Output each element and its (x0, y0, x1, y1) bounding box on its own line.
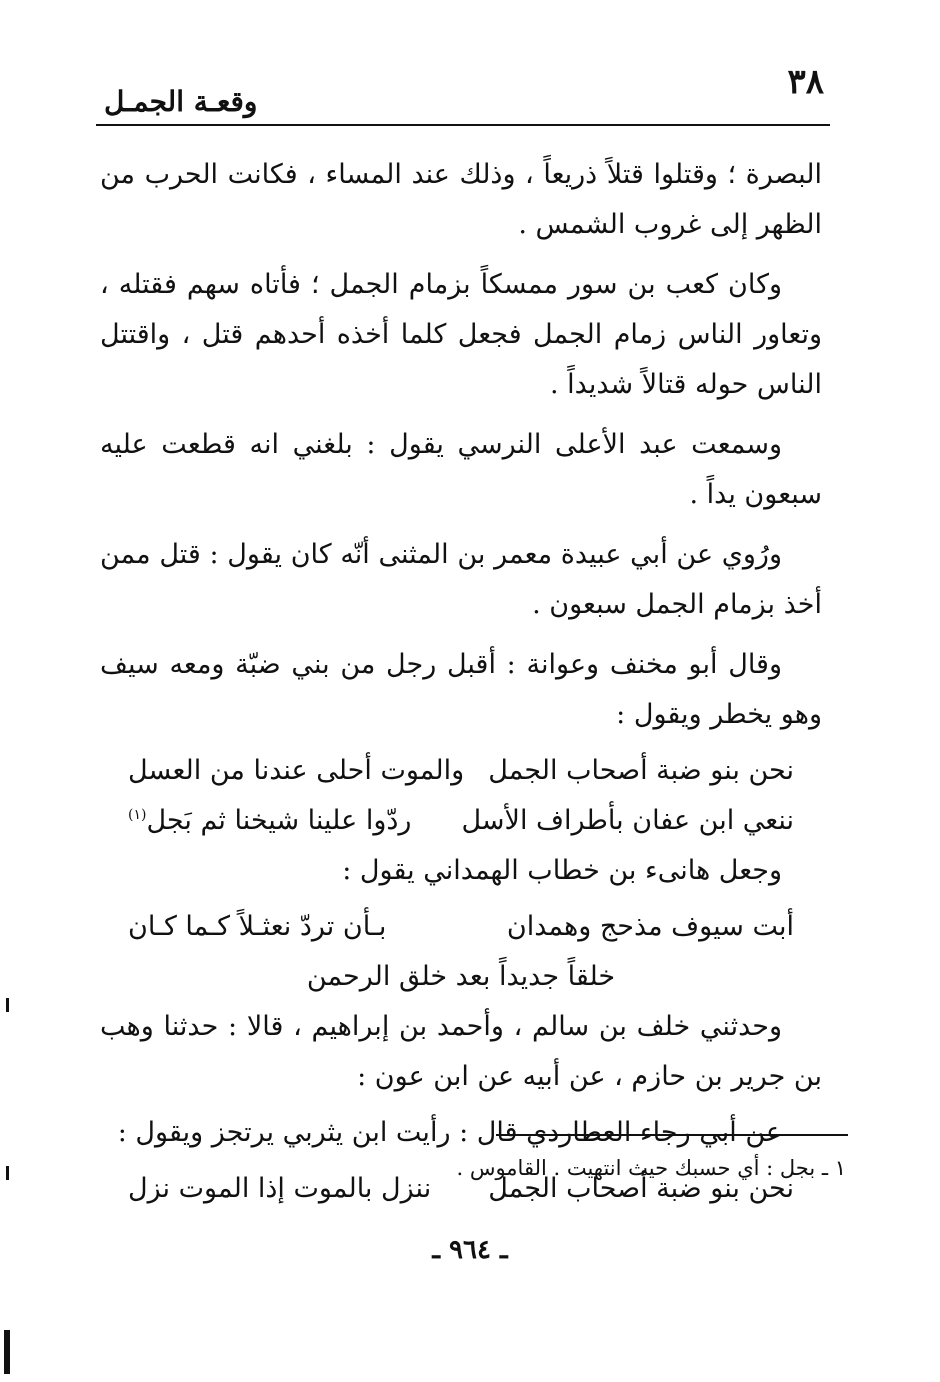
footnote-reference: (١) (128, 807, 147, 823)
paragraph: وجعل هانىء بن خطاب الهمداني يقول : (342, 855, 782, 886)
hemistich: بـأن تردّ نعثـلاً كـما كـان (128, 911, 387, 942)
hemistich-with-footnote (128, 796, 411, 846)
verse-line (128, 952, 794, 1002)
scan-edge-mark (4, 1330, 10, 1374)
header-rule (96, 124, 830, 126)
folio-number: ـ ٩٦٤ ـ (432, 1235, 508, 1265)
running-title: وقعـة الجمـل (104, 85, 258, 118)
hemistich: خلقاً جديداً بعد خلق الرحمن (306, 961, 616, 992)
paragraph: وسمعت عبد الأعلى النرسي يقول : بلغني انه قطعت عليه سبعون يداً . (100, 429, 822, 510)
paragraph: عن أبي رجاء العطاردي قال : رأيت ابن يثربي يرتجز ويقول : (117, 1117, 782, 1148)
hemistich: ننزل بالموت إذا الموت نزل (128, 1173, 432, 1204)
paragraph: ورُوي عن أبي عبيدة معمر بن المثنى أنّه كان يقول : قتل ممن أخذ بزمام الجمل سبعون . (100, 539, 822, 620)
verse-line (128, 746, 794, 796)
verse-line (128, 902, 794, 952)
hemistich: نحن بنو ضبة أصحاب الجمل (488, 1173, 794, 1204)
footnote-rule (496, 1134, 848, 1136)
hemistich-text: ردّوا علينا شيخنا ثم بَجل (146, 805, 412, 836)
paragraph: البصرة ؛ وقتلوا قتلاً ذريعاً ، وذلك عند المساء ، فكانت الحرب من الظهر إلى غروب الشمس . (100, 159, 822, 240)
paragraph: وكان كعب بن سور ممسكاً بزمام الجمل ؛ فأتاه سهم فقتله ، وتعاور الناس زمام الجمل فجعل كلما أخذه أحدهم قتل ، واقتتل الناس حوله قتالاً شديداً . (100, 269, 822, 400)
page-number: ٣٨ (787, 62, 824, 102)
footnote: ١ ـ بجل : أي حسبك حيث انتهيت . القاموس . (456, 1156, 846, 1180)
scan-edge-mark (6, 998, 9, 1012)
scan-edge-mark (6, 1166, 9, 1180)
verse-line (128, 796, 794, 846)
body-text (100, 150, 822, 1214)
hemistich: نحن بنو ضبة أصحاب الجمل (488, 755, 794, 786)
paragraph: وحدثني خلف بن سالم ، وأحمد بن إبراهيم ، قالا : حدثنا وهب بن جرير بن حازم ، عن أبيه عن ابن عون : (100, 1011, 822, 1092)
hemistich: ننعي ابن عفان بأطراف الأسل (461, 805, 794, 836)
hemistich: والموت أحلى عندنا من العسل (128, 755, 465, 786)
page-header (96, 58, 830, 130)
hemistich: أبت سيوف مذحج وهمدان (506, 911, 794, 942)
paragraph: وقال أبو مخنف وعوانة : أقبل رجل من بني ضبّة ومعه سيف وهو يخطر ويقول : (100, 649, 822, 730)
